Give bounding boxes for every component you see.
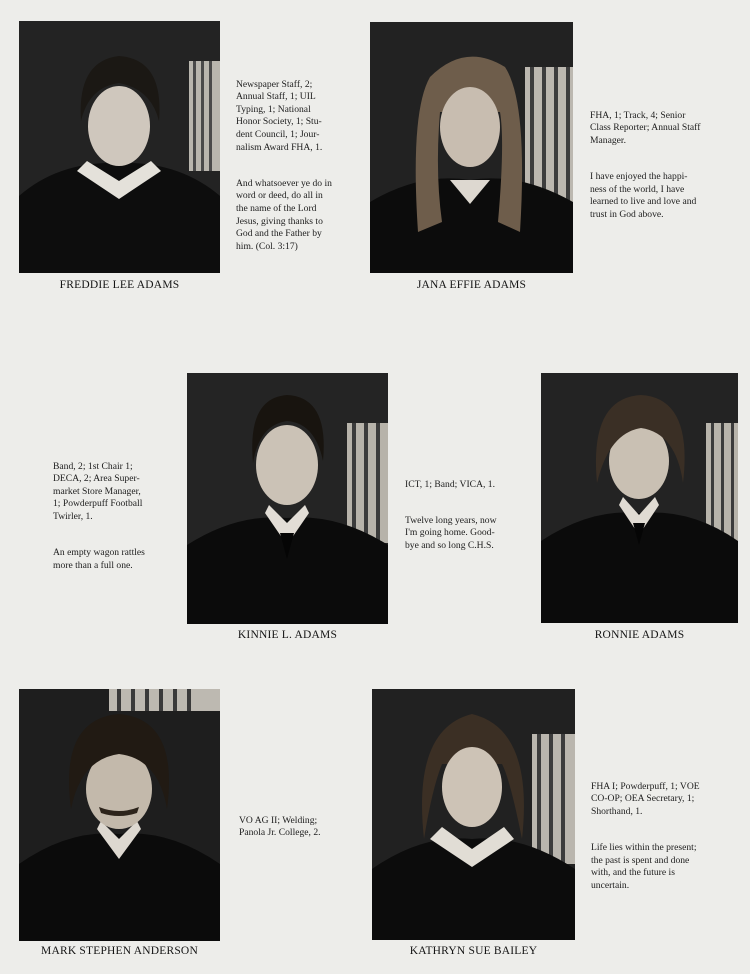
student-name-mark-stephen-anderson: MARK STEPHEN ANDERSON xyxy=(41,945,198,957)
portrait-photo-kathryn-sue-bailey xyxy=(372,689,575,940)
activities-text: Band, 2; 1st Chair 1; DECA, 2; Area Super- market Store Manager, 1; Powderpuff Football Twirler, 1. xyxy=(53,460,143,522)
quote-text: And whatsoever ye do in word or deed, do all in the name of the Lord Jesus, giving thanks to God and the Father by him. (Col. 3:17) xyxy=(236,177,332,252)
student-name-kathryn-sue-bailey: KATHRYN SUE BAILEY xyxy=(409,945,538,957)
activities-text: FHA I; Powderpuff, 1; VOE CO-OP; OEA Secretary, 1; Shorthand, 1. xyxy=(591,780,700,817)
portrait-photo-kinnie-l-adams xyxy=(187,373,388,624)
student-name-jana-effie-adams: JANA EFFIE ADAMS xyxy=(416,279,527,291)
activities-text: Newspaper Staff, 2; Annual Staff, 1; UIL Typing, 1; National Honor Society, 1; Stu- dent Council, 1; Jour- nalism Award FHA, 1. xyxy=(236,78,323,153)
portrait-photo-jana-effie-adams xyxy=(370,22,573,273)
student-name-freddie-lee-adams: FREDDIE LEE ADAMS xyxy=(59,279,180,291)
activities-text: FHA, 1; Track, 4; Senior Class Reporter; Annual Staff Manager. xyxy=(590,109,701,146)
quote-text: Life lies within the present; the past is spent and done with, and the future is uncertain. xyxy=(591,841,697,891)
activities-text: ICT, 1; Band; VICA, 1. xyxy=(405,478,495,490)
student-name-ronnie-adams: RONNIE ADAMS xyxy=(594,629,685,641)
activities-freddie-lee-adams xyxy=(236,66,366,253)
quote-text: Twelve long years, now I'm going home. Good- bye and so long C.H.S. xyxy=(405,514,497,551)
quote-text: I have enjoyed the happi- ness of the world, I have learned to live and love and trust in God above. xyxy=(590,170,697,220)
portrait-photo-mark-stephen-anderson xyxy=(19,689,220,941)
activities-text: VO AG II; Welding; Panola Jr. College, 2. xyxy=(239,814,321,839)
activities-ronnie-adams xyxy=(405,466,527,553)
activities-kathryn-sue-bailey xyxy=(591,768,731,892)
portrait-photo-ronnie-adams xyxy=(541,373,738,623)
activities-mark-stephen-anderson xyxy=(239,802,361,840)
quote-text: An empty wagon rattles more than a full one. xyxy=(53,547,145,571)
activities-jana-effie-adams xyxy=(590,97,728,221)
student-name-kinnie-l-adams: KINNIE L. ADAMS xyxy=(237,629,338,641)
portrait-photo-freddie-lee-adams xyxy=(19,21,220,273)
activities-kinnie-l-adams xyxy=(53,448,177,572)
